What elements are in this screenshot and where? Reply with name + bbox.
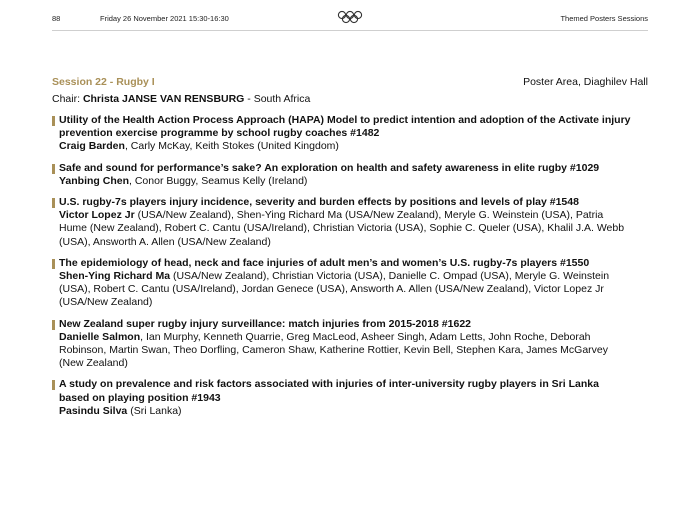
session-location: Poster Area, Diaghilev Hall [523,76,648,88]
session-chair [52,93,310,105]
chair-country: - South Africa [244,93,311,105]
entry-marker [52,380,55,390]
poster-entry [52,257,632,310]
poster-title: Safe and sound for performance’s sake? An exploration on health and safety awareness in elite rugby #1029 [59,161,600,174]
poster-entry [52,196,632,249]
poster-title: The epidemiology of head, neck and face injuries of adult men’s and women’s U.S. rugby-7s players #1550 [59,256,590,269]
lead-author: Victor Lopez Jr [59,209,135,222]
entry-marker [52,116,55,126]
session-heading [52,76,648,90]
date-time: Friday 26 November 2021 15:30-16:30 [100,14,229,23]
olympic-rings-icon [337,10,363,24]
poster-authors [59,405,632,418]
poster-entry [52,114,632,154]
lead-author: Yanbing Chen [59,174,130,187]
poster-title: New Zealand super rugby injury surveillance: match injuries from 2015-2018 #1622 [59,317,472,330]
lead-author: Danielle Salmon [59,330,141,343]
poster-entry [52,378,632,418]
chair-name: Christa JANSE VAN RENSBURG [82,93,245,105]
chair-label: Chair: [52,93,81,105]
co-authors: (Sri Lanka) [127,404,182,417]
co-authors: , Ian Murphy, Kenneth Quarrie, Greg MacLeod, Asheer Singh, Adam Letts, John Roche, Deborah Robinson, Martin Swan, Theo Dorfling, Cameron Shaw, Katherine Rottier, Kevin Bell, Stephen Kara, James McGarvey (New Zealand) [59,330,608,370]
session-title: Session 22 - Rugby I [52,76,155,88]
co-authors: , Conor Buggy, Seamus Kelly (Ireland) [129,174,308,187]
page-header [52,8,648,31]
poster-title: Utility of the Health Action Process Approach (HAPA) Model to predict intention and adoption of the Activate injury prevention exercise programme by school rugby coaches #1482 [59,114,631,140]
poster-title: A study on prevalence and risk factors associated with injuries of inter-university rugby players in Sri Lanka based on playing position #1943 [59,378,599,404]
lead-author: Craig Barden [59,140,125,153]
poster-entry [52,162,632,188]
entry-marker [52,198,55,208]
entry-marker [52,259,55,269]
poster-authors [59,331,632,371]
page-number: 88 [52,14,61,23]
poster-authors [59,270,632,310]
lead-author: Shen-Ying Richard Ma [59,270,171,283]
section-label: Themed Posters Sessions [560,14,648,23]
entry-marker [52,164,55,174]
co-authors: (USA/New Zealand), Christian Victoria (USA), Danielle C. Ompad (USA), Meryle G. Weinstein (USA), Robert C. Cantu (USA/Ireland), Jordan Genece (USA), Answorth A. Allen (USA/New Zealand), Victor Lopez Jr (USA/New Zealand) [59,270,610,309]
poster-entry [52,318,632,371]
co-authors: , Carly McKay, Keith Stokes (United Kingdom) [124,140,339,153]
poster-authors [59,140,632,153]
lead-author: Pasindu Silva [59,404,128,417]
poster-authors [59,175,632,188]
co-authors: (USA/New Zealand), Shen-Ying Richard Ma (USA/New Zealand), Meryle G. Weinstein (USA), Patria Hume (New Zealand), Robert C. Cantu (USA/Ireland), Christian Victoria (USA), Sophie C. Queler (USA), Khalil J.A. Webb (USA), Answorth A. Allen (USA/New Zealand) [59,209,625,248]
poster-list [52,114,632,426]
poster-title: U.S. rugby-7s players injury incidence, severity and burden effects by positions and levels of play #1548 [59,196,579,209]
entry-marker [52,320,55,330]
poster-authors [59,209,632,249]
